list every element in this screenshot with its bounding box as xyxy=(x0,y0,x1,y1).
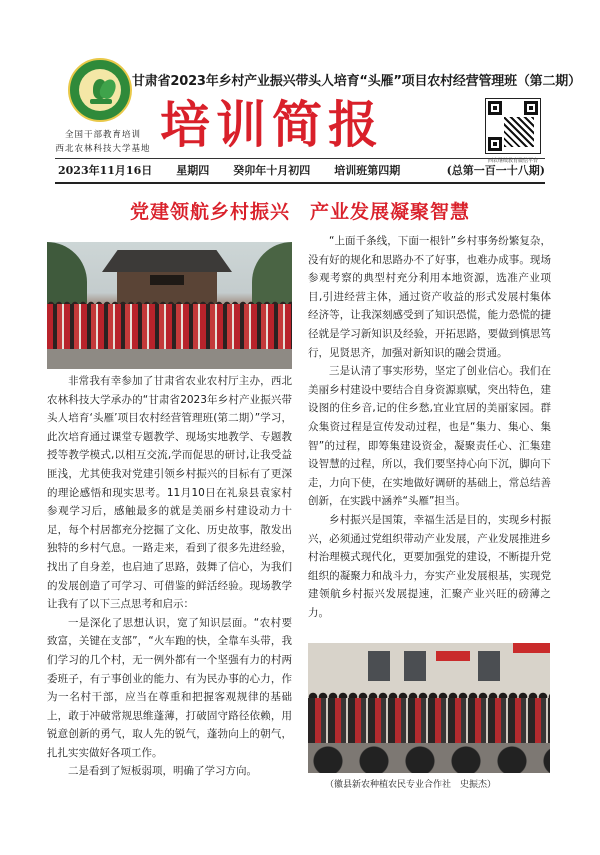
article-paragraph: 三是认清了事实形势，坚定了创业信心。我们在美丽乡村建设中要结合自身资源禀赋，突出特色，建设图的住乡音,记的住乡愁,宜业宜居的美丽家园。群众集资过程是宣传发动过程，也是“集力、集心、集智”的过程，即筹集建设资金，凝聚责任心、汇集建设智慧的过程，所以，我们要坚持心向下沉，脚向下走，力向下使，在实地做好调研的基础上，常总结善创新，在实践中涵养“头雁”担当。 xyxy=(308,365,551,508)
issue-date: 2023年11月16日 xyxy=(58,164,153,177)
divider-bottom xyxy=(55,182,545,184)
article-paragraph: 乡村振兴是国策，幸福生活是目的，实现乡村振兴，必须通过党组织带动产业发展，产业发展推进乡村治理模式现代化，更要加强党的建设，不断提升党组织的凝聚力和战斗力，夯实产业发展根基，实现党建领航乡村振兴发展提速，汇聚产业兴旺的磅薄之力。 xyxy=(308,513,551,619)
issue-lunar-date: 癸卯年十月初四 xyxy=(233,164,311,177)
issue-weekday: 星期四 xyxy=(176,164,210,177)
group-photo-gate xyxy=(47,242,292,369)
article-paragraph: 非常我有幸参加了甘肃省农业农村厅主办，西北农林科技大学承办的“甘肃省2023年乡村产业振兴带头人培育‘头雁’项目农村经营管理班(第二期）”学习，此次培育通过课堂专题教学、现场实地教学、专题教授等教学模式,以相互交流,学而促思的研讨,让我受益匪浅，尤其使我对党建引领乡村振兴的目标有了更深的理论感悟和现实思考。11月10日在礼泉县袁家村参观学习后，感触最多的就是美丽乡村建设动力十足，每个村居都充分挖掘了文化、历史故事，散发出独特的乡村气息。一路走来，看到了很多先进经验，找出了自身差，也启迪了思路，鼓舞了信心，为我们的发展创造了可学习、可借鉴的鲜活经验。现场教学让我有了以下三点思考和启示： xyxy=(47,375,292,611)
org-line-2: 西北农林科技大学基地 xyxy=(55,144,151,154)
masthead-title: 培训简报 xyxy=(160,95,384,154)
issue-total-number: (总第一百一十八期) xyxy=(446,164,545,177)
qr-caption: 西农继续教育微信平台 xyxy=(487,158,538,164)
article-paragraph: 一是深化了思想认识，宽了知识层面。“农村要致富，关键在支部”，“火车跑的快，全靠车头带，我们学习的几个村，无一例外都有一个坚强有力的村两委班子，有亍事创业的能力、有为民办事的心力，作为一名村干部，应当在尊重和把握客观规律的基础上，敢于冲破常规思维蓬薄，打破固守路径依赖，用锐意创新的勇气，取人先的锐气，蓬勃向上的朝气，扎扎实实做好各项工作。 xyxy=(47,616,292,759)
article-paragraph: 二是看到了短板弱项，明确了学习方向。 xyxy=(68,765,257,778)
issue-number: 培训班第四期 xyxy=(334,164,401,177)
field-visit-photo xyxy=(308,643,550,773)
org-line-1: 全国干部教育培训 xyxy=(64,130,141,140)
article-headline: 党建领航乡村振兴 产业发展凝聚智慧 xyxy=(129,201,470,223)
article-left-column xyxy=(47,372,292,781)
article-paragraph: “上面千条线，下面一根针”乡村事务纷繁复杂，没有好的规化和思路办不了好事，也难办成事。现场参观考察的典型村充分利用本地资源，选准产业项目,引进经营主体，通过资产收益的形式发展村集体经济等，让我深刻感受到了知识恐慌，能力恐慌的捷径就是学习新知识及经验，开拓思路，要做到慎思笃行，见贤思齐，加强对新知识的融会贯通。 xyxy=(308,235,551,359)
author-credit: （徽县新农种植农民专业合作社 史振杰） xyxy=(325,780,497,790)
article-right-column xyxy=(308,232,551,622)
university-logo xyxy=(68,58,132,122)
program-subtitle: 甘肃省2023年乡村产业振兴带头人培育“头雁”项目农村经营管理班（第二期） xyxy=(132,74,581,89)
qr-code-icon xyxy=(485,98,541,154)
logo-emblem-icon xyxy=(79,69,121,111)
dateline xyxy=(58,159,545,181)
